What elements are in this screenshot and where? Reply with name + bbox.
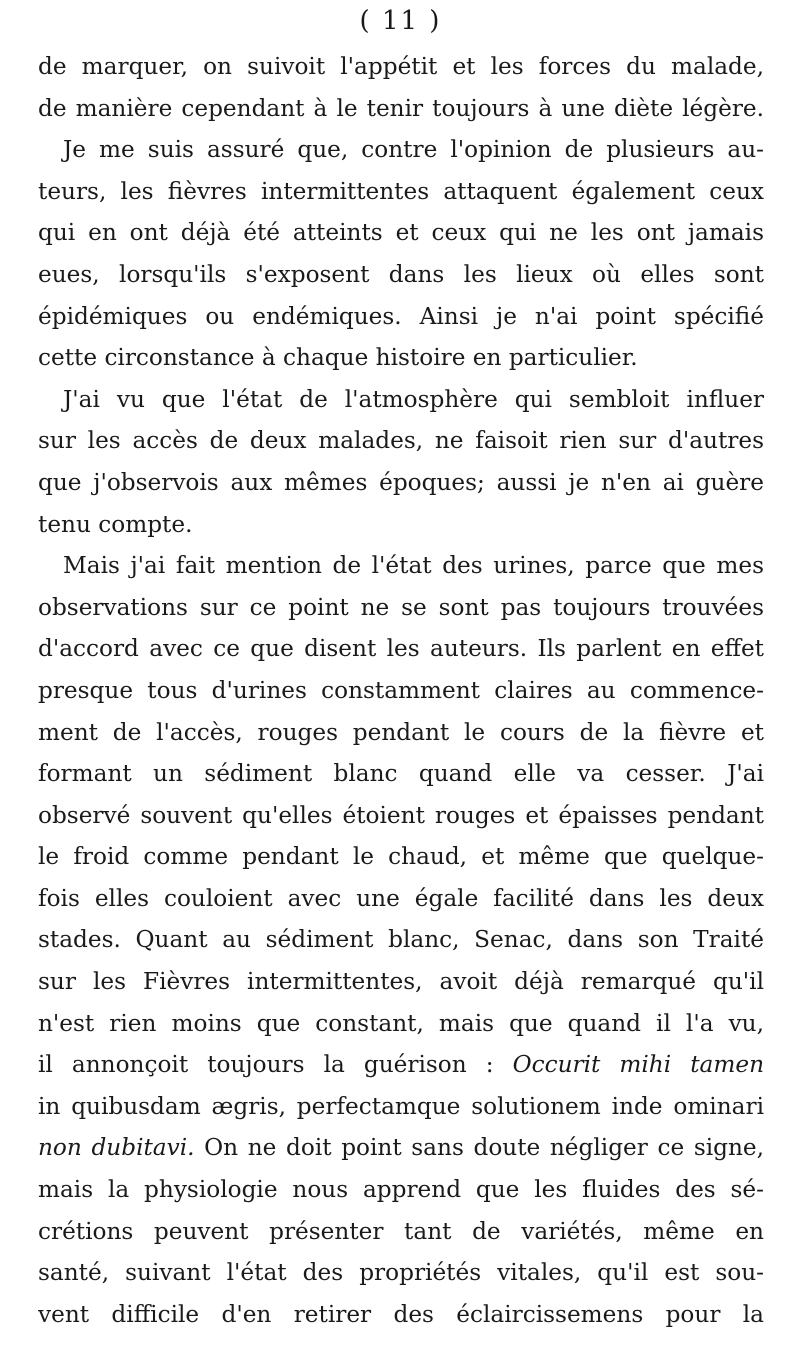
page-number: ( 11 ) [359,6,442,36]
text-line [38,1044,764,1086]
text-line: observations sur ce point ne se sont pas toujours trouvées [38,593,764,621]
text-line: mais la physiologie nous apprend que les fluides des sé- [38,1176,764,1204]
text-line: ment de l'accès, rouges pendant le cours de la fièvre et [38,718,764,746]
text-line: sur les Fièvres intermittentes, avoit déjà remarqué qu'il [38,968,764,996]
text-line: épidémiques ou endémiques. Ainsi je n'ai point spécifié [38,302,764,330]
text-line: stades. Quant au sédiment blanc, Senac, dans son Traité [38,926,764,954]
text-line: observé souvent qu'elles étoient rouges et épaisses pendant [38,801,764,829]
text-line: santé, suivant l'état des propriétés vitales, qu'il est sou- [38,1259,764,1287]
text-line: sur les accès de deux malades, ne faisoit rien sur d'autres [38,427,764,455]
text-line: Mais j'ai fait mention de l'état des urines, parce que mes [63,552,764,580]
text-line: eues, lorsqu'ils s'exposent dans les lieux où elles sont [38,260,764,288]
text-line: que j'observois aux mêmes époques; aussi je n'en ai guère [38,468,764,496]
text-line: cette circonstance à chaque histoire en particulier. [38,344,638,372]
text-line: teurs, les fièvres intermittentes attaquent également ceux [38,177,764,205]
text-line: presque tous d'urines constamment claires au commence- [38,676,764,704]
text-line: qui en ont déjà été atteints et ceux qui ne les ont jamais [38,219,764,247]
text-line: d'accord avec ce que disent les auteurs. Ils parlent en effet [38,635,764,663]
text-line: vent difficile d'en retirer des éclaircissemens pour la [38,1300,764,1328]
text-line: J'ai vu que l'état de l'atmosphère qui sembloit influer [63,385,764,413]
text-line-roman: On ne doit point sans doute négliger ce signe, [204,1134,764,1162]
text-line: n'est rien moins que constant, mais que quand il l'a vu, [38,1009,764,1037]
text-line: crétions peuvent présenter tant de variétés, même en [38,1217,764,1245]
text-line-roman: il annonçoit toujours la guérison : [38,1051,494,1079]
latin-quote: in quibusdam ægris, perfectamque solutionem inde ominari [38,1092,764,1120]
text-line: de manière cependant à le tenir toujours à une diète légère. [38,94,764,122]
text-line: formant un sédiment blanc quand elle va cesser. J'ai [38,760,764,788]
text-line: fois elles couloient avec une égale facilité dans les deux [38,884,764,912]
latin-quote: Occurit mihi tamen [512,1051,764,1079]
body-text [38,46,764,1335]
text-line: de marquer, on suivoit l'appétit et les forces du malade, [38,53,764,80]
text-line: le froid comme pendant le chaud, et même que quelque- [38,843,764,871]
text-line [38,1127,764,1169]
latin-quote: non dubitavi. [38,1134,195,1162]
text-line: Je me suis assuré que, contre l'opinion de plusieurs au- [63,136,764,164]
text-line: tenu compte. [38,510,193,538]
